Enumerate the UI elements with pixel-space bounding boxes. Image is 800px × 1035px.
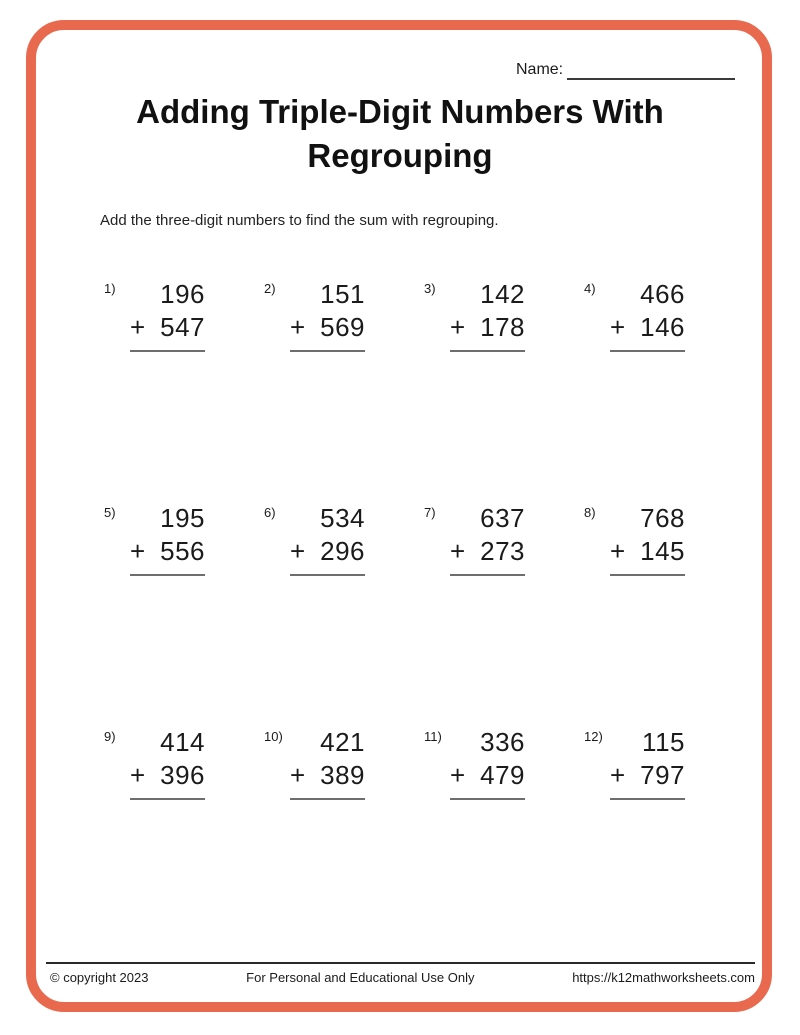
addend-bottom: 145 [640, 536, 685, 566]
addend-bottom: 797 [640, 760, 685, 790]
problem-cell [584, 726, 744, 950]
problem-stack [290, 726, 365, 800]
addition-row [450, 311, 525, 344]
problem-number: 2) [264, 281, 276, 296]
addend-top: 637 [480, 503, 525, 533]
footer [50, 970, 755, 985]
worksheet-title: Adding Triple-Digit Numbers With Regrouping [136, 93, 664, 174]
addition-row [610, 311, 685, 344]
addition-row [130, 311, 205, 344]
plus-sign: + [130, 760, 146, 790]
problem-cell [424, 502, 584, 726]
problem-stack [450, 278, 525, 352]
problem-number: 11) [424, 729, 442, 744]
plus-sign: + [130, 312, 146, 342]
problem-number: 6) [264, 505, 276, 520]
addition-row [130, 535, 205, 568]
addition-row [290, 535, 365, 568]
addend-top: 466 [640, 279, 685, 309]
addend-bottom: 273 [480, 536, 525, 566]
addend-bottom: 547 [160, 312, 205, 342]
addend-top: 151 [320, 279, 365, 309]
problem-number: 8) [584, 505, 596, 520]
instruction-text: Add the three-digit numbers to find the sum with regrouping. [100, 212, 499, 229]
problem-number: 10) [264, 729, 283, 744]
problem-cell [104, 502, 264, 726]
addend-top: 142 [480, 279, 525, 309]
plus-sign: + [450, 760, 466, 790]
problem-stack [130, 726, 205, 800]
addition-row [290, 759, 365, 792]
problem-stack [450, 726, 525, 800]
problem-number: 4) [584, 281, 596, 296]
problem-cell [104, 726, 264, 950]
addend-top: 414 [160, 727, 205, 757]
problem-number: 7) [424, 505, 436, 520]
problem-stack [290, 278, 365, 352]
plus-sign: + [450, 312, 466, 342]
addend-top: 115 [642, 727, 685, 757]
problem-stack [290, 502, 365, 576]
problem-stack [130, 278, 205, 352]
problem-cell [424, 726, 584, 950]
problem-stack [610, 278, 685, 352]
plus-sign: + [290, 536, 306, 566]
plus-sign: + [610, 536, 626, 566]
footer-usage: For Personal and Educational Use Only [246, 970, 475, 985]
problem-cell [584, 278, 744, 502]
addend-bottom: 396 [160, 760, 205, 790]
addition-row [610, 535, 685, 568]
problem-number: 3) [424, 281, 436, 296]
addend-top: 195 [160, 503, 205, 533]
addend-top: 768 [640, 503, 685, 533]
name-blank-line [567, 60, 735, 80]
addend-bottom: 178 [480, 312, 525, 342]
addend-top: 336 [480, 727, 525, 757]
plus-sign: + [450, 536, 466, 566]
plus-sign: + [610, 760, 626, 790]
problem-number: 12) [584, 729, 603, 744]
problem-cell [264, 502, 424, 726]
addend-top: 534 [320, 503, 365, 533]
addition-row [450, 535, 525, 568]
problem-stack [610, 726, 685, 800]
problem-stack [130, 502, 205, 576]
plus-sign: + [290, 312, 306, 342]
problem-number: 9) [104, 729, 116, 744]
problem-cell [264, 278, 424, 502]
addition-row [610, 759, 685, 792]
problem-cell [584, 502, 744, 726]
problem-cell [104, 278, 264, 502]
plus-sign: + [290, 760, 306, 790]
addend-bottom: 146 [640, 312, 685, 342]
footer-url: https://k12mathworksheets.com [572, 970, 755, 985]
plus-sign: + [610, 312, 626, 342]
name-label: Name: [516, 61, 564, 78]
addition-row [290, 311, 365, 344]
addend-top: 196 [160, 279, 205, 309]
problem-number: 1) [104, 281, 116, 296]
problem-stack [610, 502, 685, 576]
addend-bottom: 296 [320, 536, 365, 566]
addend-bottom: 389 [320, 760, 365, 790]
addend-bottom: 569 [320, 312, 365, 342]
footer-divider [46, 962, 755, 964]
problem-number: 5) [104, 505, 116, 520]
addend-bottom: 479 [480, 760, 525, 790]
problem-cell [424, 278, 584, 502]
name-field-row [516, 58, 735, 80]
problems-grid [104, 278, 744, 950]
problem-stack [450, 502, 525, 576]
problem-cell [264, 726, 424, 950]
plus-sign: + [130, 536, 146, 566]
addend-bottom: 556 [160, 536, 205, 566]
addend-top: 421 [320, 727, 365, 757]
addition-row [130, 759, 205, 792]
footer-copyright: © copyright 2023 [50, 970, 149, 985]
addition-row [450, 759, 525, 792]
